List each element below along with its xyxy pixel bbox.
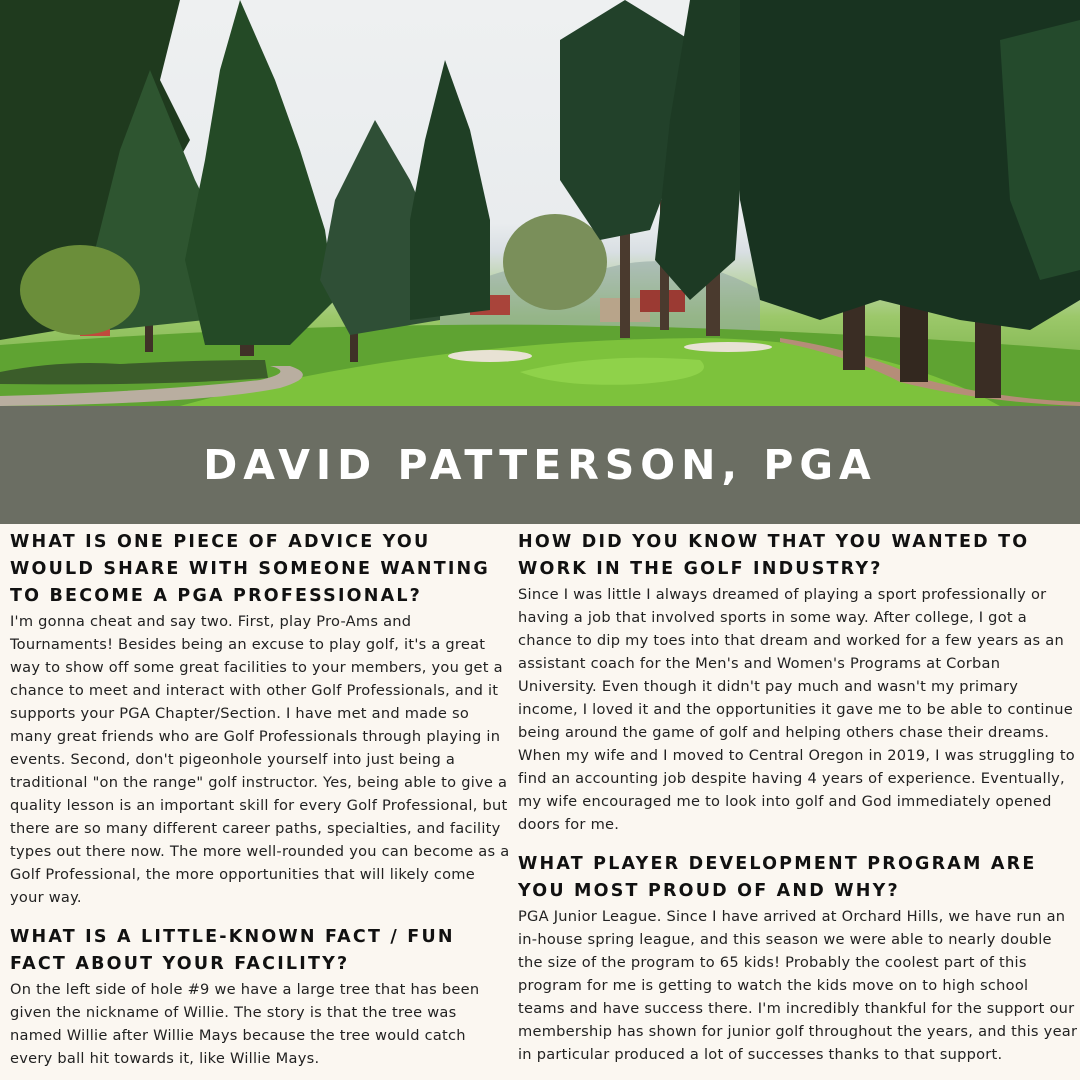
question-golf-industry: HOW DID YOU KNOW THAT YOU WANTED TO WORK IN THE GOLF INDUSTRY? [518,532,1030,579]
answer-player-development: PGA Junior League. Since I have arrived at Orchard Hills, we have run an in-house spring league, and this season we were able to nearly double the size of the program to 65 kids! Probably the coolest part of this program for me is getting to watch the kids move on to high school teams and have success there. I'm incredibly thankful for the support our membership has shown for junior golf throughout the years, and this year in particular produced a lot of successes thanks to that support. [518,908,1078,1063]
title-banner [0,406,1080,524]
golf-course-photo [0,0,1080,406]
left-column [10,529,510,1079]
golf-course-illustration [0,0,1080,406]
answer-fun-fact: On the left side of hole #9 we have a large tree that has been given the nickname of Willie. The story is that the tree was named Willie after Willie Mays because the tree would catch every ball hit towards it, like Willie Mays. [10,981,480,1067]
answer-advice: I'm gonna cheat and say two. First, play Pro-Ams and Tournaments! Besides being an excuse to play golf, it's a great way to show off some great facilities to your members, you get a chance to meet and interact with other Golf Professionals, and it supports your PGA Chapter/Section. I have met and made so many great friends who are Golf Professionals through playing in events. Second, don't pigeonhole yourself into just being a traditional "on the range" golf instructor. Yes, being able to give a quality lesson is an important skill for every Golf Professional, but there are so many different career paths, specialties, and facility types out there now. The more well-rounded you can become as a Golf Professional, the more opportunities that will likely come your way. [10,613,510,906]
answer-golf-industry: Since I was little I always dreamed of playing a sport professionally or having a job that involved sports in some way. After college, I got a chance to dip my toes into that dream and worked for a few years as an assistant coach for the Men's and Women's Programs at Corban University. Even though it didn't pay much and wasn't my primary income, I loved it and the opportunities it gave me to be able to continue being around the game of golf and helping others chase their dreams. When my wife and I moved to Central Oregon in 2019, I was struggling to find an accounting job despite having 4 years of experience. Eventually, my wife encouraged me to look into golf and God immediately opened doors for me. [518,586,1075,833]
question-player-development: WHAT PLAYER DEVELOPMENT PROGRAM ARE YOU MOST PROUD OF AND WHY? [518,854,1037,901]
page-title: DAVID PATTERSON, PGA [203,441,877,489]
question-advice: WHAT IS ONE PIECE OF ADVICE YOU WOULD SHARE WITH SOMEONE WANTING TO BECOME A PGA PROFESSIONAL? [10,532,490,606]
question-fun-fact: WHAT IS A LITTLE-KNOWN FACT / FUN FACT ABOUT YOUR FACILITY? [10,927,455,974]
right-column [518,529,1078,1075]
